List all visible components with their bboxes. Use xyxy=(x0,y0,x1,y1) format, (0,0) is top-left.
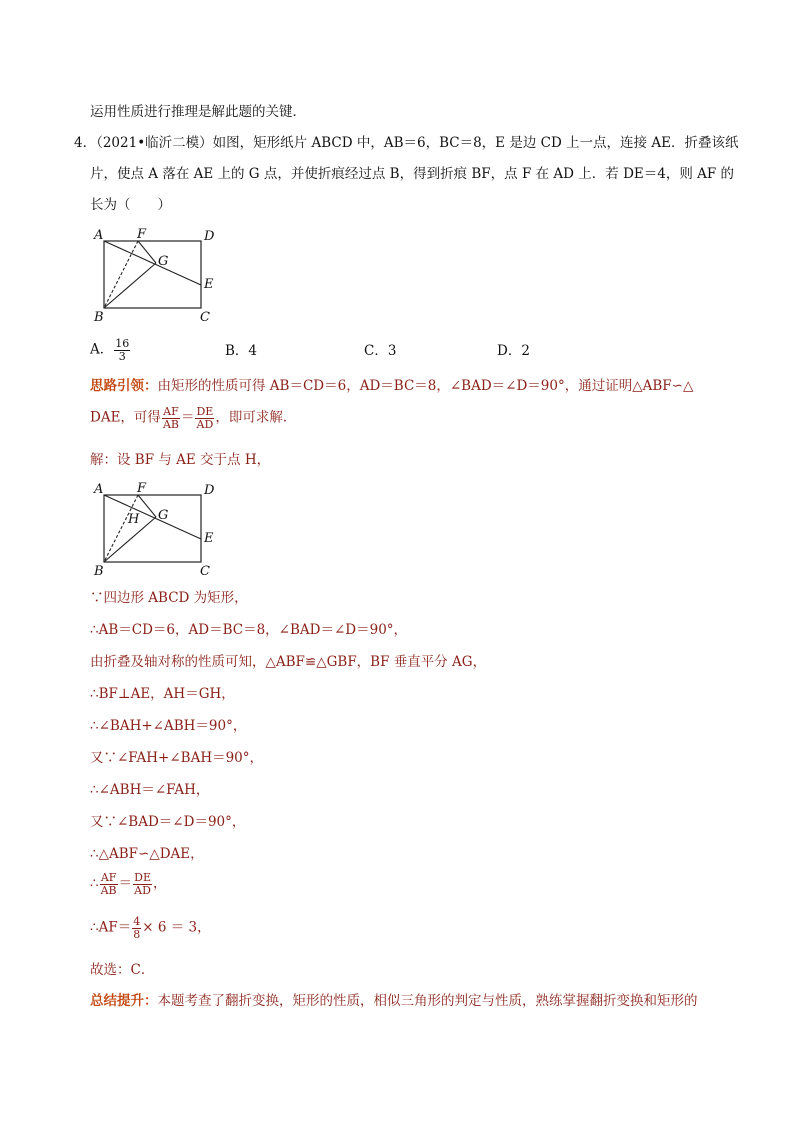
summary-line xyxy=(90,993,698,1009)
label-a-2: A xyxy=(94,482,104,497)
option-d: D．2 xyxy=(497,343,530,359)
rect-abcd xyxy=(104,241,201,308)
question-line-3: 长为（ ） xyxy=(90,197,171,213)
option-a-denominator: 3 xyxy=(118,349,126,363)
label-f-2: F xyxy=(137,481,147,496)
question-number: 4． xyxy=(74,135,97,151)
label-g: G xyxy=(158,254,169,269)
label-e-2: E xyxy=(204,531,214,546)
label-h-2: H xyxy=(128,512,140,527)
label-e: E xyxy=(204,277,214,292)
answer-line: 故选：C． xyxy=(90,962,155,978)
intro-line: 运用性质进行推理是解此题的关键． xyxy=(90,104,306,120)
hint-eq: ＝ xyxy=(180,409,195,426)
step-2: ∴AB＝CD＝6，AD＝BC＝8，∠BAD＝∠D＝90°， xyxy=(90,622,408,638)
hint-f2-den: AD xyxy=(196,417,214,431)
summary-title: 总结提升： xyxy=(90,993,158,1009)
segment-fg-2 xyxy=(138,495,156,517)
step-10-eq: ＝ xyxy=(118,875,133,892)
option-a-fraction xyxy=(114,338,130,362)
segment-gb xyxy=(104,263,156,308)
hint-f1-den: AB xyxy=(162,417,179,431)
question-line-1 xyxy=(74,135,738,151)
hint-text-1: 由矩形的性质可得 AB＝CD＝6，AD＝BC＝8，∠BAD＝∠D＝90°，通过证明△ABF∽△ xyxy=(157,378,694,394)
option-c: C．3 xyxy=(364,343,397,359)
summary-text: 本题考查了翻折变换，矩形的性质，相似三角形的判定与性质，熟练掌握翻折变换和矩形的 xyxy=(157,993,698,1009)
step-10-f1-num: AF xyxy=(100,871,117,884)
hint-text-2-post: ，即可求解． xyxy=(215,409,297,426)
label-c-2: C xyxy=(200,564,210,579)
hint-line-1 xyxy=(90,378,693,394)
step-10-post: ， xyxy=(152,875,167,892)
hint-title: 思路引领： xyxy=(90,378,158,394)
option-b: B．4 xyxy=(225,343,258,359)
segment-fg xyxy=(138,241,156,263)
option-a xyxy=(90,338,131,362)
step-9: ∴△ABF∽△DAE， xyxy=(90,846,204,862)
step-11 xyxy=(90,916,211,940)
step-11-pre: ∴AF＝ xyxy=(90,919,132,936)
question-text-1: 如图，矩形纸片 ABCD 中，AB＝6，BC＝8，E 是边 CD 上一点，连接 AE．折叠该纸 xyxy=(212,135,739,151)
hint-f2-num: DE xyxy=(196,405,214,418)
step-5: ∴∠BAH+∠ABH＝90°， xyxy=(90,718,247,734)
step-7: ∴∠ABH＝∠FAH， xyxy=(90,782,210,798)
label-g-2: G xyxy=(158,508,169,523)
step-10-fraction-af-ab xyxy=(100,872,118,896)
label-b: B xyxy=(94,310,104,325)
figure-2-rectangle-fold xyxy=(90,478,230,580)
step-11-den: 8 xyxy=(133,927,141,941)
step-10-fraction-de-ad xyxy=(133,872,152,896)
label-d-2: D xyxy=(204,483,215,498)
step-11-post: × 6 ＝ 3， xyxy=(142,919,211,936)
label-c: C xyxy=(200,310,210,325)
segment-bf-dashed xyxy=(104,241,138,308)
step-4: ∴BF⊥AE，AH＝GH， xyxy=(90,686,235,702)
step-10 xyxy=(90,872,166,896)
step-10-pre: ∴ xyxy=(90,875,99,892)
solution-intro: 解：设 BF 与 AE 交于点 H， xyxy=(90,452,271,468)
label-b-2: B xyxy=(94,564,104,579)
question-source: （2021•临沂二模） xyxy=(96,135,213,151)
label-f: F xyxy=(137,227,147,242)
hint-fraction-af-ab xyxy=(162,406,180,430)
hint-fraction-de-ad xyxy=(195,406,214,430)
step-10-f1-den: AB xyxy=(100,883,117,897)
option-a-numerator: 16 xyxy=(115,337,130,350)
label-d: D xyxy=(204,229,215,244)
step-10-f2-den: AD xyxy=(134,883,151,897)
step-11-num: 4 xyxy=(133,915,141,928)
step-8: 又∵∠BAD＝∠D＝90°， xyxy=(90,814,246,830)
option-a-label: A． xyxy=(90,341,114,358)
step-6: 又∵∠FAH+∠BAH＝90°， xyxy=(90,750,264,766)
hint-f1-num: AF xyxy=(163,405,179,418)
step-1: ∵四边形 ABCD 为矩形， xyxy=(90,590,248,606)
segment-bf-dashed-2 xyxy=(104,495,138,562)
figure-1-rectangle-fold xyxy=(90,224,230,326)
step-10-f2-num: DE xyxy=(134,871,151,884)
step-3: 由折叠及轴对称的性质可知，△ABF≌△GBF，BF 垂直平分 AG， xyxy=(90,654,487,670)
hint-text-2-pre: DAE，可得 xyxy=(90,409,161,426)
question-line-2: 片，使点 A 落在 AE 上的 G 点，并使折痕经过点 B，得到折痕 BF，点 F 在 AD 上．若 DE＝4，则 AF 的 xyxy=(90,166,735,182)
step-11-fraction xyxy=(132,916,141,940)
hint-line-2 xyxy=(90,406,296,430)
rect-abcd-2 xyxy=(104,495,201,562)
label-a: A xyxy=(94,228,104,243)
